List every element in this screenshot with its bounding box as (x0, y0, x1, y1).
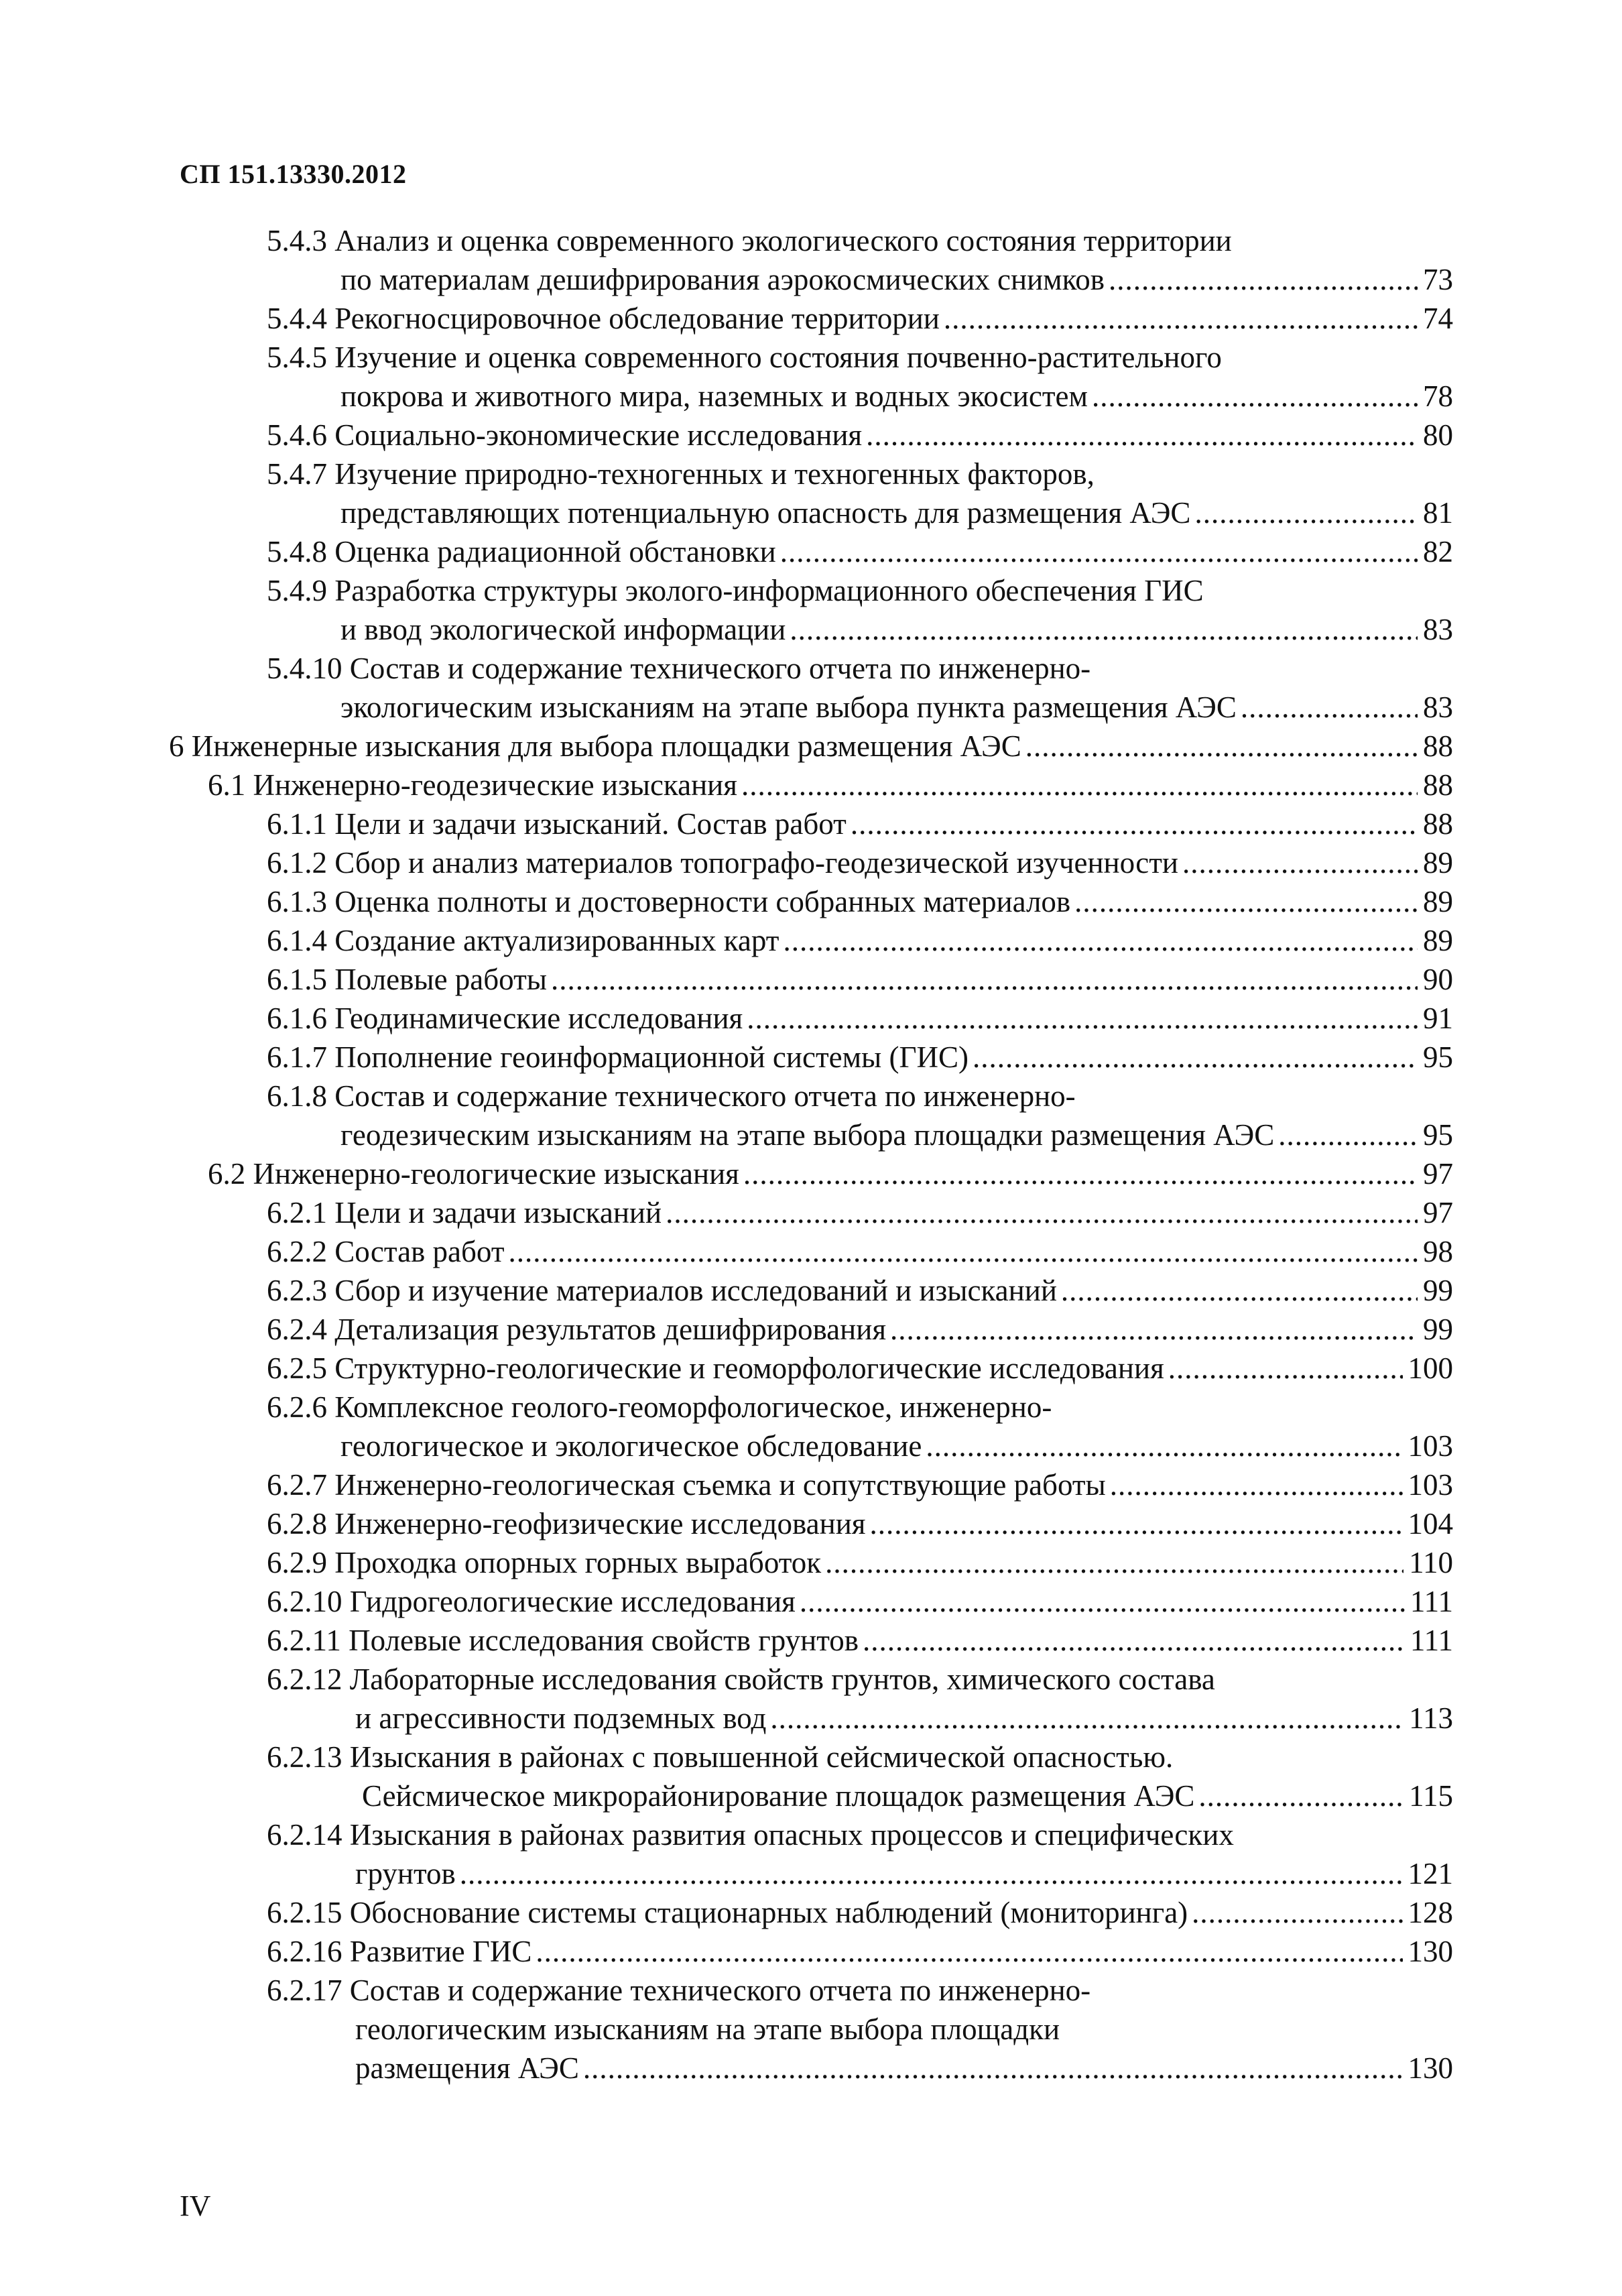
toc-entry-title: 6.2.10 Гидрогеологические исследования (267, 1585, 796, 1618)
toc-entry-page: 74 (1423, 302, 1453, 335)
toc-entry-page: 83 (1423, 690, 1453, 724)
toc-entry-page: 110 (1409, 1546, 1453, 1579)
toc-entry-page: 80 (1423, 418, 1453, 452)
toc-entry[interactable] (0, 455, 1622, 532)
toc-entry-title: 6.1 Инженерно-геодезические изыскания (208, 768, 737, 802)
toc-entry-title: и ввод экологической информации (340, 613, 786, 646)
toc-entry-title: 6.1.3 Оценка полноты и достоверности собранных материалов (267, 885, 1071, 918)
toc-dot-leader (1025, 727, 1418, 766)
toc-dot-leader (944, 299, 1418, 338)
toc-entry[interactable] (0, 1660, 1622, 1738)
toc-dot-leader (926, 1427, 1402, 1465)
toc-entry[interactable] (0, 843, 1622, 882)
toc-entry-title: представляющих потенциальную опасность для размещения АЭС (340, 496, 1191, 530)
toc-entry[interactable] (0, 1310, 1622, 1349)
toc-entry-title: 6.1.7 Пополнение геоинформационной системы (ГИС) (267, 1040, 969, 1074)
toc-entry[interactable] (0, 766, 1622, 804)
toc-entry[interactable] (0, 532, 1622, 571)
toc-entry-page: 115 (1409, 1779, 1453, 1813)
toc-entry-title: 5.4.5 Изучение и оценка современного состояния почвенно-растительного (267, 341, 1222, 374)
toc-entry-page: 78 (1423, 379, 1453, 413)
toc-entry-page: 97 (1423, 1157, 1453, 1191)
toc-entry[interactable] (0, 999, 1622, 1038)
toc-entry-title: 6.2.6 Комплексное геолого-геоморфологическое, инженерно- (267, 1390, 1052, 1424)
toc-entry-page: 95 (1423, 1118, 1453, 1152)
toc-entry-title: 6.2.5 Структурно-геологические и геоморфологические исследования (267, 1351, 1164, 1385)
toc-entry-title: экологическим изысканиям на этапе выбора пункта размещения АЭС (340, 690, 1237, 724)
toc-entry-title: 6.1.5 Полевые работы (267, 963, 547, 996)
toc-dot-leader (1194, 493, 1418, 532)
toc-entry-title: 6.1.4 Создание актуализированных карт (267, 924, 779, 957)
toc-dot-leader (1182, 843, 1418, 882)
toc-dot-leader (1198, 1776, 1403, 1815)
toc-entry[interactable] (0, 1193, 1622, 1232)
toc-dot-leader (1110, 1465, 1403, 1504)
toc-entry-page: 111 (1410, 1624, 1453, 1657)
toc-entry-title: по материалам дешифрирования аэрокосмических снимков (340, 263, 1105, 296)
toc-entry-title: геологическим изысканиям на этапе выбора площадки (355, 2012, 1060, 2046)
toc-dot-leader (1241, 688, 1418, 727)
toc-entry-page: 83 (1423, 613, 1453, 646)
toc-entry-page: 89 (1423, 924, 1453, 957)
toc-dot-leader (851, 804, 1418, 843)
toc-entry[interactable] (0, 1232, 1622, 1271)
toc-dot-leader (770, 1699, 1403, 1738)
toc-entry-title: 6.2.9 Проходка опорных горных выработок (267, 1546, 822, 1579)
toc-entry[interactable] (0, 1738, 1622, 1815)
toc-entry-page: 90 (1423, 963, 1453, 996)
table-of-contents (0, 221, 1622, 2088)
toc-entry[interactable] (0, 571, 1622, 649)
toc-entry-page: 111 (1410, 1585, 1453, 1618)
toc-entry-page: 89 (1423, 846, 1453, 880)
toc-entry-page: 130 (1408, 1935, 1453, 1968)
toc-dot-leader (551, 960, 1418, 999)
toc-entry-title: грунтов (355, 1857, 456, 1890)
toc-dot-leader (890, 1310, 1418, 1349)
toc-entry-title: 6.2.8 Инженерно-геофизические исследования (267, 1507, 866, 1540)
toc-entry-page: 91 (1423, 1002, 1453, 1035)
toc-entry-page: 81 (1423, 496, 1453, 530)
toc-entry-page: 95 (1423, 1040, 1453, 1074)
toc-dot-leader (583, 2049, 1403, 2088)
toc-entry[interactable] (0, 1465, 1622, 1504)
toc-entry[interactable] (0, 1893, 1622, 1932)
toc-entry-title: 6.2.1 Цели и задачи изысканий (267, 1196, 662, 1229)
toc-entry[interactable] (0, 727, 1622, 766)
toc-entry[interactable] (0, 221, 1622, 299)
toc-entry-title: геодезическим изысканиям на этапе выбора площадки размещения АЭС (340, 1118, 1275, 1152)
toc-dot-leader (460, 1854, 1403, 1893)
toc-entry[interactable] (0, 1349, 1622, 1388)
toc-entry[interactable] (0, 1077, 1622, 1154)
toc-entry[interactable] (0, 338, 1622, 416)
toc-dot-leader (666, 1193, 1418, 1232)
toc-entry-page: 128 (1408, 1896, 1453, 1929)
toc-entry[interactable] (0, 1815, 1622, 1893)
toc-entry-page: 103 (1408, 1429, 1453, 1463)
toc-entry[interactable] (0, 882, 1622, 921)
toc-dot-leader (780, 532, 1418, 571)
toc-entry[interactable] (0, 1543, 1622, 1582)
toc-dot-leader (1278, 1115, 1418, 1154)
toc-entry-title: 6.2.14 Изыскания в районах развития опасных процессов и специфических (267, 1818, 1234, 1852)
toc-dot-leader (825, 1543, 1403, 1582)
toc-dot-leader (1061, 1271, 1418, 1310)
toc-entry-title: 6.1.1 Цели и задачи изысканий. Состав работ (267, 807, 847, 841)
toc-entry-title: 6.2.4 Детализация результатов дешифрирования (267, 1313, 887, 1346)
toc-entry-page: 113 (1409, 1701, 1453, 1735)
toc-entry-title: 5.4.3 Анализ и оценка современного экологического состояния территории (267, 224, 1232, 257)
toc-dot-leader (866, 416, 1418, 455)
toc-entry[interactable] (0, 1038, 1622, 1077)
document-code: СП 151.13330.2012 (180, 159, 407, 189)
toc-dot-leader (783, 921, 1418, 960)
toc-entry-page: 98 (1423, 1235, 1453, 1268)
toc-entry-title: 5.4.4 Рекогносцировочное обследование территории (267, 302, 940, 335)
toc-entry-title: 6.2.13 Изыскания в районах с повышенной сейсмической опасностью. (267, 1740, 1174, 1774)
toc-entry-page: 89 (1423, 885, 1453, 918)
toc-dot-leader (536, 1932, 1402, 1971)
toc-entry-title: 6.1.2 Сбор и анализ материалов топографо-геодезической изученности (267, 846, 1178, 880)
toc-entry-title: 5.4.7 Изучение природно-техногенных и техногенных факторов, (267, 457, 1095, 491)
toc-entry-title: 6 Инженерные изыскания для выбора площадки размещения АЭС (169, 729, 1021, 763)
toc-dot-leader (741, 766, 1418, 804)
toc-entry-page: 103 (1408, 1468, 1453, 1502)
toc-entry[interactable] (0, 921, 1622, 960)
toc-dot-leader (1168, 1349, 1403, 1388)
toc-dot-leader (863, 1621, 1405, 1660)
toc-dot-leader (973, 1038, 1418, 1077)
toc-entry[interactable] (0, 1621, 1622, 1660)
toc-entry[interactable] (0, 960, 1622, 999)
toc-entry[interactable] (0, 1154, 1622, 1193)
toc-entry-title: 6.2.2 Состав работ (267, 1235, 505, 1268)
toc-entry-title: 6.2.11 Полевые исследования свойств грунтов (267, 1624, 859, 1657)
toc-entry-page: 99 (1423, 1313, 1453, 1346)
toc-entry-title: и агрессивности подземных вод (355, 1701, 767, 1735)
toc-dot-leader (743, 1154, 1418, 1193)
toc-entry-page: 88 (1423, 807, 1453, 841)
toc-entry-title: 6.2.15 Обоснование системы стационарных наблюдений (мониторинга) (267, 1896, 1188, 1929)
toc-entry-title: 5.4.10 Состав и содержание технического отчета по инженерно- (267, 652, 1091, 685)
toc-entry-title: 6.2 Инженерно-геологические изыскания (208, 1157, 739, 1191)
toc-entry-title: 6.1.8 Состав и содержание технического отчета по инженерно- (267, 1079, 1076, 1113)
toc-entry[interactable] (0, 649, 1622, 727)
toc-entry-page: 73 (1423, 263, 1453, 296)
toc-entry-title: 5.4.9 Разработка структуры эколого-информационного обеспечения ГИС (267, 574, 1204, 607)
toc-entry-page: 121 (1408, 1857, 1453, 1890)
toc-entry-title: покрова и животного мира, наземных и водных экосистем (340, 379, 1088, 413)
toc-entry-page: 97 (1423, 1196, 1453, 1229)
toc-entry-title: 5.4.8 Оценка радиационной обстановки (267, 535, 776, 568)
toc-entry[interactable] (0, 1388, 1622, 1465)
toc-dot-leader (1092, 377, 1418, 416)
toc-entry[interactable] (0, 1582, 1622, 1621)
toc-entry-title: геологическое и экологическое обследование (340, 1429, 922, 1463)
toc-dot-leader (747, 999, 1418, 1038)
toc-entry-page: 99 (1423, 1274, 1453, 1307)
toc-entry[interactable] (0, 416, 1622, 455)
toc-entry[interactable] (0, 804, 1622, 843)
toc-entry[interactable] (0, 1932, 1622, 1971)
toc-entry-title: 6.2.3 Сбор и изучение материалов исследований и изысканий (267, 1274, 1057, 1307)
toc-dot-leader (869, 1504, 1402, 1543)
toc-entry-title: 6.2.17 Состав и содержание технического отчета по инженерно- (267, 1974, 1091, 2007)
toc-entry[interactable] (0, 1271, 1622, 1310)
toc-entry[interactable] (0, 1971, 1622, 2088)
page-number: IV (180, 2189, 211, 2222)
toc-entry-title: Сейсмическое микрорайонирование площадок размещения АЭС (362, 1779, 1195, 1813)
toc-dot-leader (790, 610, 1418, 649)
toc-entry-title: 5.4.6 Социально-экономические исследования (267, 418, 863, 452)
toc-entry-title: 6.1.6 Геодинамические исследования (267, 1002, 743, 1035)
toc-entry-title: размещения АЭС (355, 2051, 579, 2085)
toc-entry-page: 100 (1408, 1351, 1453, 1385)
toc-entry[interactable] (0, 1504, 1622, 1543)
toc-entry-page: 82 (1423, 535, 1453, 568)
toc-entry-page: 88 (1423, 768, 1453, 802)
toc-entry-title: 6.2.7 Инженерно-геологическая съемка и сопутствующие работы (267, 1468, 1106, 1502)
toc-dot-leader (1109, 260, 1418, 299)
toc-dot-leader (800, 1582, 1405, 1621)
toc-dot-leader (1192, 1893, 1402, 1932)
toc-entry-page: 88 (1423, 729, 1453, 763)
toc-dot-leader (509, 1232, 1418, 1271)
toc-entry-page: 104 (1408, 1507, 1453, 1540)
toc-entry[interactable] (0, 299, 1622, 338)
toc-entry-title: 6.2.16 Развитие ГИС (267, 1935, 532, 1968)
toc-entry-page: 130 (1408, 2051, 1453, 2085)
toc-dot-leader (1074, 882, 1418, 921)
toc-entry-title: 6.2.12 Лабораторные исследования свойств грунтов, химического состава (267, 1663, 1215, 1696)
